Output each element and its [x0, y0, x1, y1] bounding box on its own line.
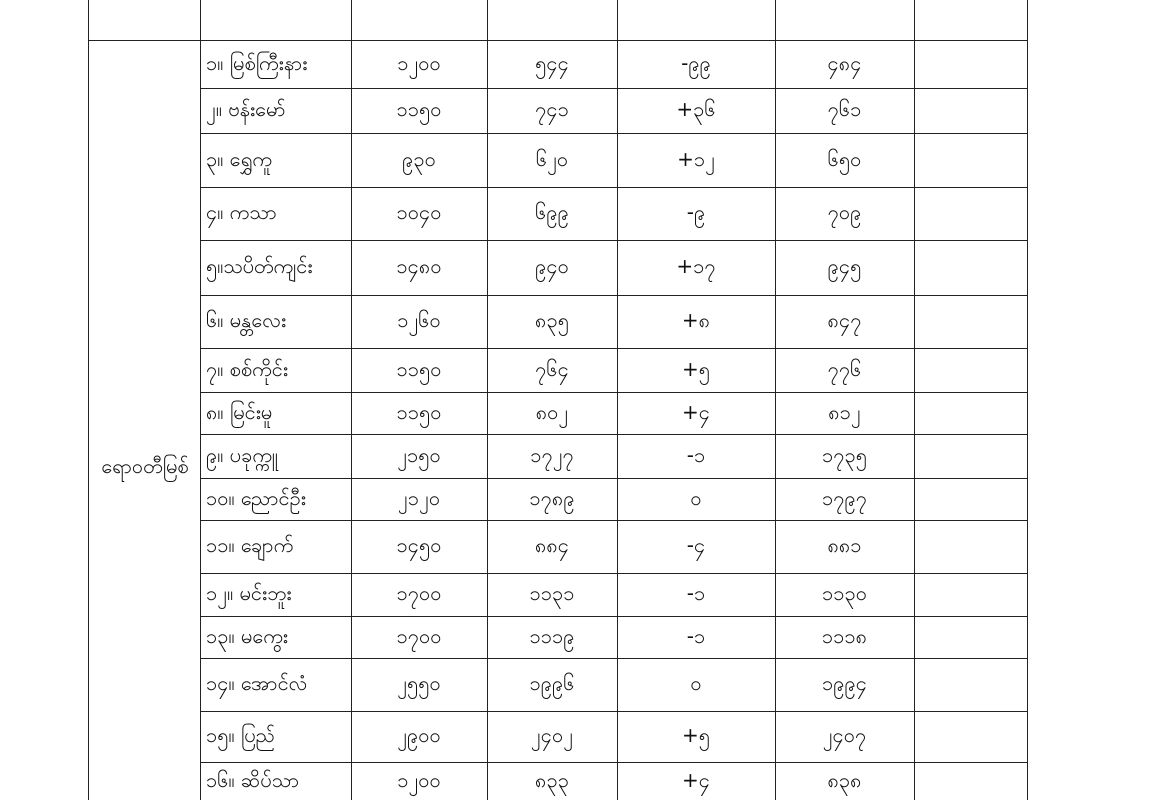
- station-name: ၁၆။ ဆိပ်သာ: [206, 767, 300, 792]
- station-name: ၁၅။ ပြည်: [206, 723, 276, 747]
- table-cell: ၂၉၀၀: [397, 723, 441, 747]
- table-row: [200, 659, 914, 711]
- table-cell: ၇၄၁: [535, 97, 569, 121]
- change-cell: +၁၇: [676, 254, 716, 278]
- table-cell: ၁၉၉၄: [822, 671, 867, 695]
- table-row: [200, 617, 914, 658]
- table-cell: ၄၈၄: [827, 50, 862, 75]
- change-cell: ၀: [690, 671, 702, 695]
- table-cell: ၁၉၉၆: [529, 671, 575, 695]
- table-cell: ၁၁၅၀: [396, 399, 442, 424]
- table-cell: ၁၇၂၇: [530, 442, 574, 467]
- river-name-label: ရောဝတီမြစ်: [101, 454, 189, 478]
- change-cell: ၀: [690, 485, 702, 510]
- change-cell: +၁၂: [677, 146, 715, 171]
- station-name: ၈။ မြင်းမူ: [206, 399, 273, 424]
- table-cell: ၇၀၉: [827, 200, 862, 224]
- table-cell: ၈၈၄: [534, 533, 570, 557]
- table-cell: ၂၅၅၀: [397, 671, 441, 695]
- station-name: ၁၃။ မကွေး: [206, 623, 288, 648]
- table-cell: ၈၃၈: [827, 767, 862, 792]
- table-row: [200, 188, 914, 240]
- table-border-right: [1027, 0, 1028, 800]
- station-name: ၁။ မြစ်ကြီးနား: [206, 50, 308, 75]
- table-cell: ၈၁၂: [828, 399, 861, 424]
- table-row: [200, 241, 914, 295]
- table-cell: ၈၃၅: [535, 308, 569, 332]
- table-cell: ၁၂၆၀: [397, 308, 441, 332]
- station-name: ၉။ ပခုက္ကူ: [206, 442, 278, 467]
- table-row: [200, 521, 914, 573]
- table-row: [200, 763, 914, 800]
- table-cell: ၇၆၁: [827, 97, 862, 121]
- table-row: [200, 89, 914, 133]
- table-cell: ၈၄၇: [827, 308, 862, 332]
- table-border-right: [914, 0, 915, 800]
- table-cell: ၇၇၆: [827, 356, 862, 381]
- table-row: [200, 296, 914, 348]
- station-name: ၆။ မန္တလေး: [206, 308, 287, 332]
- table-cell: ၁၁၃၀: [822, 581, 867, 605]
- table-cell: ၉၃၀: [402, 146, 436, 171]
- table-row: [200, 712, 914, 762]
- change-cell: +၄: [681, 767, 710, 792]
- table-cell: ၈၀၂: [535, 399, 569, 424]
- table-row: [200, 479, 914, 520]
- change-cell: -၁: [686, 581, 706, 605]
- change-cell: -၁: [686, 442, 706, 467]
- change-cell: +၅: [681, 356, 710, 381]
- change-cell: -၄: [686, 533, 706, 557]
- station-name: ၁၄။ အောင်လံ: [206, 671, 308, 695]
- table-cell: ၂၁၂၀: [397, 485, 441, 510]
- table-cell: ၁၁၅၀: [396, 97, 442, 121]
- table-cell: ၁၇၃၅: [822, 442, 867, 467]
- table-cell: ၁၇၀၀: [396, 581, 442, 605]
- table-cell: ၁၄၈၀: [396, 254, 442, 278]
- table-cell: ၈၈၁: [827, 533, 862, 557]
- table-cell: ၉၄၅: [827, 254, 862, 278]
- table-cell: ၇၆၄: [535, 356, 569, 381]
- change-cell: -၁: [686, 623, 706, 648]
- station-name: ၄။ ကသာ: [206, 200, 277, 224]
- change-cell: -၉: [686, 200, 706, 224]
- table-row: [200, 393, 914, 434]
- table-cell: ၁၇၈၉: [529, 485, 575, 510]
- table-cell: ၁၁၁၈: [821, 623, 868, 648]
- table-row: [200, 435, 914, 478]
- change-cell: +၅: [681, 723, 710, 747]
- table-cell: ၁၄၅၀: [396, 533, 442, 557]
- station-name: ၁၁။ ချောက်: [206, 533, 294, 557]
- table-cell: ၂၁၅၀: [397, 442, 441, 467]
- station-name: ၅။သပိတ်ကျင်း: [206, 254, 313, 278]
- table-cell: ၁၀၄၀: [396, 200, 442, 224]
- table-cell: ၆၉၉: [535, 200, 569, 224]
- table-cell: ၁၁၁၉: [529, 623, 575, 648]
- table-row: [200, 349, 914, 392]
- table-cell: ၉၄၀: [535, 254, 569, 278]
- station-name: ၁၀။ ညောင်ဦး: [206, 485, 306, 510]
- table-cell: ၂၄၀၇: [822, 723, 867, 747]
- table-cell: ၈၃၃: [535, 767, 569, 792]
- change-cell: -၉၉: [681, 50, 711, 75]
- table-cell: ၆၂၀: [535, 146, 569, 171]
- table-cell: ၁၇၉၇: [822, 485, 867, 510]
- table-border-left: [88, 0, 89, 800]
- table-cell: ၁၇၀၀: [396, 623, 442, 648]
- table-cell: ၁၂၀၀: [397, 50, 441, 75]
- station-name: ၃။ ရွှေကူ: [206, 146, 272, 171]
- station-name: ၂။ ဗန်းမော်: [206, 97, 286, 121]
- table-cell: ၁၁၅၀: [396, 356, 442, 381]
- table-row: [200, 134, 914, 187]
- change-cell: +၈: [681, 308, 711, 332]
- table-row: [200, 41, 914, 88]
- station-name: ၁၂။ မင်းဘူး: [206, 581, 292, 605]
- table-cell: ၂၄၀၂: [530, 723, 574, 747]
- table-row: [200, 574, 914, 616]
- table-cell: ၁၂၀၀: [397, 767, 441, 792]
- table-cell: ၅၄၄: [535, 50, 569, 75]
- station-name: ၇။ စစ်ကိုင်း: [206, 356, 288, 381]
- table-cell: ၁၁၃၁: [529, 581, 575, 605]
- table-cell: ၆၅၀: [827, 146, 862, 171]
- change-cell: +၄: [681, 399, 710, 424]
- change-cell: +၃၆: [676, 97, 716, 121]
